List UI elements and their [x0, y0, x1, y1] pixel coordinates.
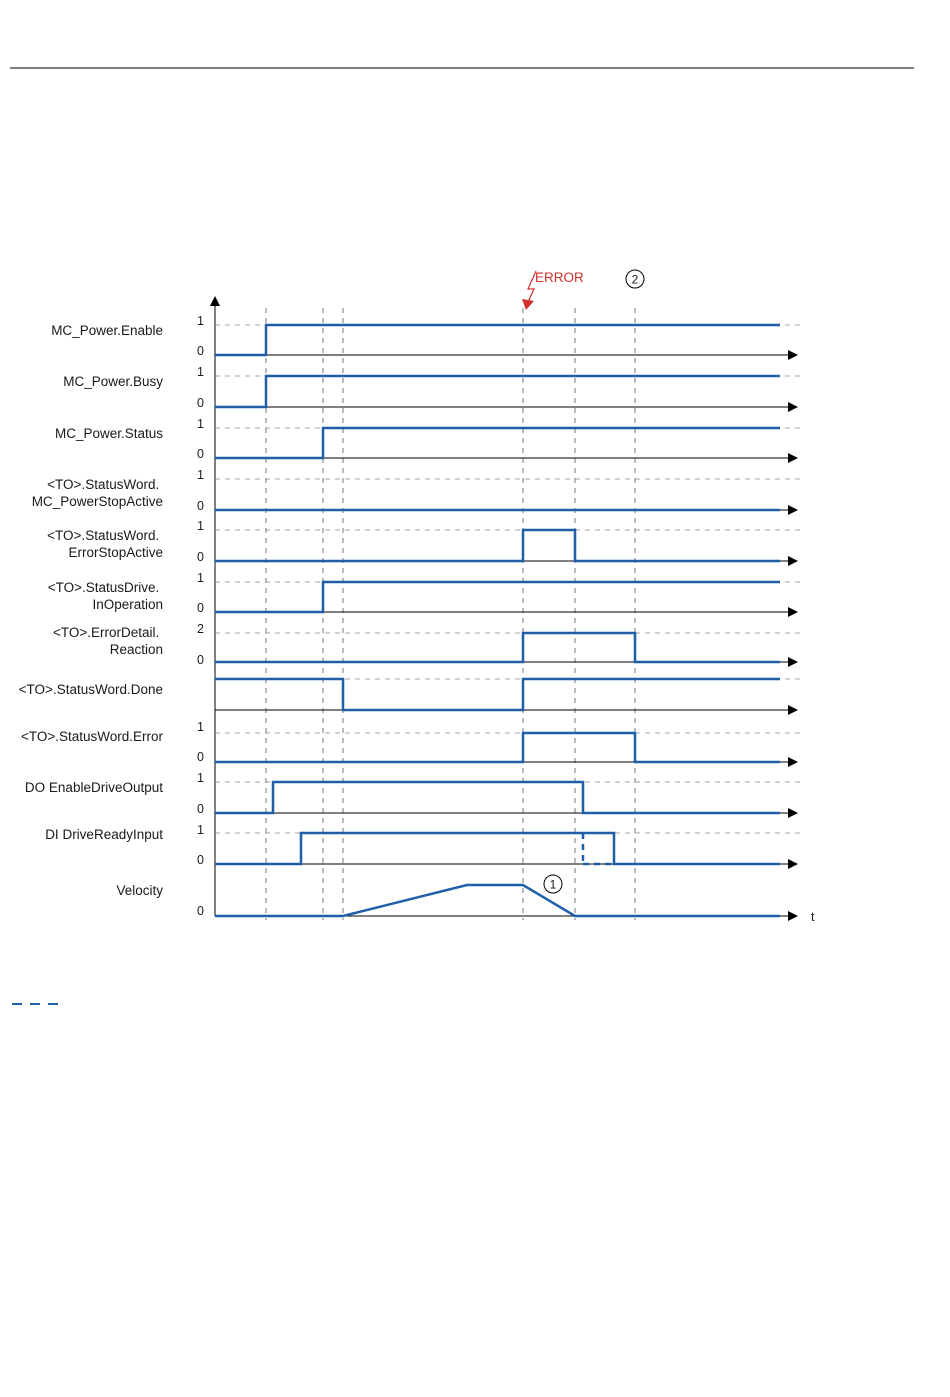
signal-label-mc-power-busy: MC_Power.Busy [63, 374, 163, 389]
signal-label-errordetail-reaction: <TO>.ErrorDetail. Reaction [52, 625, 163, 657]
signal-label-mc-power-status: MC_Power.Status [54, 426, 163, 441]
time-axis-label: t [811, 910, 815, 924]
waveform-errorstopactive [215, 530, 780, 561]
level-low-label: 0 [197, 750, 204, 764]
waveform-mc-power-status [215, 428, 780, 458]
waveform-drivereadyinput [215, 833, 780, 864]
error-arrowhead-icon [522, 299, 534, 310]
drivereadyinput-alternative [583, 833, 614, 864]
callout-1-number: 1 [549, 877, 557, 892]
level-high-label: 1 [197, 468, 204, 482]
level-high-label: 1 [197, 365, 204, 379]
vertical-axis-arrowhead [210, 296, 220, 306]
signal-label-mc-powerstopactive: <TO>.StatusWord. MC_PowerStopActive [31, 477, 163, 509]
signal-label-enabledriveoutput: DO EnableDriveOutput [24, 780, 163, 795]
signal-label-mc-power-enable: MC_Power.Enable [51, 323, 163, 338]
signal-label-velocity: Velocity [116, 883, 163, 898]
level-low-label: 0 [197, 802, 204, 816]
level-high-label: 1 [197, 519, 204, 533]
waveform-mc-power-enable [215, 325, 780, 355]
level-low-label: 0 [197, 344, 204, 358]
event-lines [266, 308, 635, 920]
level-high-label: 1 [197, 571, 204, 585]
signal-label-statusword-done: <TO>.StatusWord.Done [18, 682, 163, 697]
waveforms [215, 325, 780, 916]
level-high-label: 1 [197, 314, 204, 328]
level-high-label: 1 [197, 720, 204, 734]
level-low-label: 0 [197, 499, 204, 513]
signal-label-inoperation: <TO>.StatusDrive. InOperation [47, 580, 163, 612]
level-high-label: 1 [197, 823, 204, 837]
level-high-label: 1 [197, 417, 204, 431]
waveform-velocity [215, 885, 780, 916]
level-low-label: 0 [197, 853, 204, 867]
callout-2-number: 2 [631, 272, 639, 287]
signal-label-statusword-error: <TO>.StatusWord.Error [20, 729, 163, 744]
high-level-lines [215, 325, 805, 833]
level-high-label: 1 [197, 771, 204, 785]
level-low-label: 0 [197, 396, 204, 410]
waveform-statusword-error [215, 733, 780, 762]
error-label: ERROR [535, 270, 584, 285]
level-labels [197, 314, 204, 918]
waveform-inoperation [215, 582, 780, 612]
waveform-errordetail-reaction [215, 633, 780, 662]
level-high-label: 2 [197, 622, 204, 636]
waveform-enabledriveoutput [215, 782, 780, 813]
callout-2 [626, 270, 644, 288]
level-low-label: 0 [197, 447, 204, 461]
signal-label-errorstopactive: <TO>.StatusWord. ErrorStopActive [47, 528, 163, 560]
error-marker [522, 270, 584, 310]
level-low-label: 0 [197, 904, 204, 918]
level-low-label: 0 [197, 653, 204, 667]
callout-1 [544, 875, 562, 893]
level-low-label: 0 [197, 601, 204, 615]
waveform-statusword-done [215, 679, 780, 710]
waveform-mc-power-busy [215, 376, 780, 407]
level-low-label: 0 [197, 550, 204, 564]
signal-label-drivereadyinput: DI DriveReadyInput [45, 827, 163, 842]
signal-labels [19, 323, 164, 898]
